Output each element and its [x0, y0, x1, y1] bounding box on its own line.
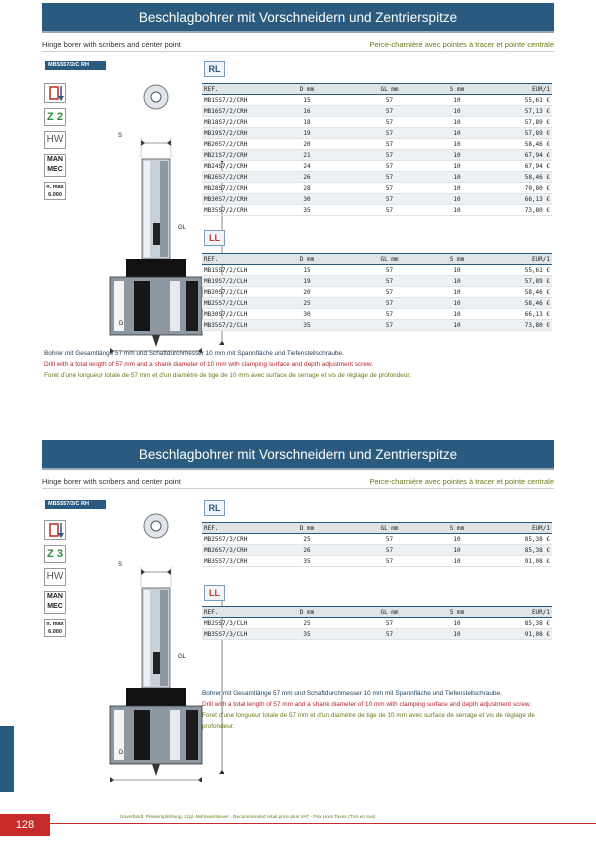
- table-row: [202, 139, 552, 150]
- table-cell: MB35S7/2/CRH: [202, 205, 262, 216]
- table-cell: 10: [427, 320, 487, 331]
- table-cell: 57: [352, 534, 427, 545]
- table-cell: 10: [427, 265, 487, 276]
- man-label: MAN: [47, 156, 63, 163]
- table-cell: 10: [427, 172, 487, 183]
- table-cell: 10: [427, 161, 487, 172]
- col-gl: GL mm: [352, 84, 427, 95]
- left-hand-badge: LL: [204, 585, 225, 601]
- note-en: Drill with a total length of 57 mm and a shank diameter of 10 mm with clamping surface and depth adjustment screw.: [202, 701, 531, 708]
- table-row: [202, 117, 552, 128]
- table-row: [202, 298, 552, 309]
- dim-label-gl: GL: [178, 225, 187, 231]
- table-cell: 57: [352, 545, 427, 556]
- rotation-icon: [44, 83, 66, 103]
- right-hand-badge: RL: [204, 61, 225, 77]
- table-cell: 57: [352, 117, 427, 128]
- table-cell: MB16S7/2/CRH: [202, 106, 262, 117]
- table-cell: 25: [262, 618, 352, 629]
- table-row: [202, 194, 552, 205]
- page-number: 128: [0, 814, 50, 836]
- table-cell: 28: [262, 183, 352, 194]
- table-cell: 19: [262, 276, 352, 287]
- dim-label-gl: GL: [178, 654, 187, 660]
- table-cell: 10: [427, 629, 487, 640]
- sidebar-tab: [0, 726, 14, 792]
- table-cell: 10: [427, 150, 487, 161]
- table-cell: 57: [352, 309, 427, 320]
- table-cell: 21: [262, 150, 352, 161]
- col-d: D mm: [262, 523, 352, 534]
- table-cell: MB30S7/2/CRH: [202, 194, 262, 205]
- description: [44, 348, 554, 381]
- table-cell: 57: [352, 618, 427, 629]
- note-fr: Foret d'une longueur totale de 57 mm et d'un diamètre de tige de 10 mm avec surface de serrage et vis de réglage de profondeur.: [202, 712, 535, 730]
- col-ref: REF.: [202, 84, 262, 95]
- table-row: [202, 276, 552, 287]
- table-cell: 35: [262, 629, 352, 640]
- table-row: [202, 172, 552, 183]
- table-cell: MB21S7/2/CRH: [202, 150, 262, 161]
- table-row: [202, 150, 552, 161]
- table-row: [202, 265, 552, 276]
- table-cell: 67,94 €: [487, 161, 552, 172]
- table-cell: 57: [352, 172, 427, 183]
- table-cell: 57: [352, 128, 427, 139]
- material-hw-icon: HW: [44, 568, 66, 586]
- table-cell: 55,61 €: [487, 95, 552, 106]
- table-row: [202, 183, 552, 194]
- man-label: MAN: [47, 593, 63, 600]
- table-cell: 10: [427, 106, 487, 117]
- right-hand-badge: RL: [204, 500, 225, 516]
- note-de: Bohrer mit Gesamtlänge 57 mm und Schaftdurchmesser 10 mm mit Spannfläche und Tiefenstellschraube.: [202, 690, 502, 697]
- table-cell: 66,13 €: [487, 309, 552, 320]
- product-section-2: [42, 440, 554, 770]
- icon-column: [44, 83, 66, 205]
- description: [202, 688, 552, 732]
- subtitle-fr: Perce-charnière avec pointes à tracer et pointe centrale: [369, 477, 554, 486]
- table-cell: 35: [262, 320, 352, 331]
- price-note: Unverbindl. Preisempfehlung, zzgl. Mehrwertsteuer - Recommended retail price plus VAT - Prix Hors Taxes (TVA en sus): [120, 815, 376, 820]
- table-cell: 35: [262, 556, 352, 567]
- rpm-label: n. max: [46, 184, 64, 190]
- table-cell: 57: [352, 183, 427, 194]
- table-cell: MB20S7/2/CRH: [202, 139, 262, 150]
- table-cell: 70,80 €: [487, 183, 552, 194]
- table-row: [202, 287, 552, 298]
- feed-type-icon: [44, 154, 66, 177]
- table-cell: 25: [262, 534, 352, 545]
- table-cell: MB24S7/2/CRH: [202, 161, 262, 172]
- table-cell: 10: [427, 183, 487, 194]
- table-cell: 35: [262, 205, 352, 216]
- col-gl: GL mm: [352, 254, 427, 265]
- table-cell: 66,13 €: [487, 194, 552, 205]
- spec-table-rh: [202, 83, 552, 216]
- note-en: Drill with a total length of 57 mm and a shank diameter of 10 mm with clamping surface and depth adjustment screw.: [44, 361, 373, 368]
- table-cell: 10: [427, 287, 487, 298]
- table-cell: 57: [352, 161, 427, 172]
- spec-table-rh: [202, 522, 552, 567]
- col-s: S mm: [427, 607, 487, 618]
- table-cell: 57: [352, 106, 427, 117]
- col-s: S mm: [427, 84, 487, 95]
- table-row: [202, 629, 552, 640]
- section-title: Beschlagbohrer mit Vorschneidern und Zentrierspitze: [42, 3, 554, 33]
- table-cell: 57,89 €: [487, 276, 552, 287]
- table-cell: 91,08 €: [487, 556, 552, 567]
- table-cell: 58,46 €: [487, 139, 552, 150]
- table-cell: 57: [352, 276, 427, 287]
- table-cell: 18: [262, 117, 352, 128]
- footer-rule: [50, 823, 596, 824]
- feed-type-icon: [44, 591, 66, 614]
- rpm-value: 6.000: [48, 192, 62, 198]
- col-price: EUR/1: [487, 254, 552, 265]
- subtitle-en: Hinge borer with scribers and center point: [42, 477, 181, 486]
- table-cell: 10: [427, 139, 487, 150]
- table-cell: 10: [427, 276, 487, 287]
- table-cell: 10: [427, 194, 487, 205]
- table-cell: 85,38 €: [487, 618, 552, 629]
- col-s: S mm: [427, 523, 487, 534]
- subtitle-row: [42, 475, 554, 489]
- table-cell: MB25S7/2/CLH: [202, 298, 262, 309]
- subtitle-en: Hinge borer with scribers and center point: [42, 40, 181, 49]
- col-d: D mm: [262, 607, 352, 618]
- table-cell: 85,38 €: [487, 545, 552, 556]
- table-cell: 10: [427, 205, 487, 216]
- col-ref: REF.: [202, 607, 262, 618]
- spec-table-lh: [202, 606, 552, 640]
- col-gl: GL mm: [352, 523, 427, 534]
- table-cell: 16: [262, 106, 352, 117]
- section-title: Beschlagbohrer mit Vorschneidern und Zentrierspitze: [42, 440, 554, 470]
- table-row: [202, 95, 552, 106]
- table-cell: MB30S7/2/CLH: [202, 309, 262, 320]
- table-cell: MB19S7/2/CRH: [202, 128, 262, 139]
- spec-table-lh: [202, 253, 552, 331]
- table-cell: 10: [427, 534, 487, 545]
- max-rpm-icon: [44, 182, 66, 200]
- table-row: [202, 618, 552, 629]
- table-cell: 57: [352, 139, 427, 150]
- table-cell: 73,80 €: [487, 205, 552, 216]
- dim-label-d: D: [119, 750, 124, 756]
- col-price: EUR/1: [487, 523, 552, 534]
- max-rpm-icon: [44, 619, 66, 637]
- col-price: EUR/1: [487, 84, 552, 95]
- note-fr: Foret d'une longueur totale de 57 mm et d'un diamètre de tige de 10 mm avec surface de serrage et vis de réglage de profondeur.: [44, 372, 411, 379]
- table-cell: 20: [262, 287, 352, 298]
- material-hw-icon: HW: [44, 131, 66, 149]
- icon-column: [44, 520, 66, 642]
- table-cell: 91,08 €: [487, 629, 552, 640]
- table-cell: 20: [262, 139, 352, 150]
- table-row: [202, 161, 552, 172]
- table-cell: MB20S7/2/CLH: [202, 287, 262, 298]
- table-row: [202, 556, 552, 567]
- table-row: [202, 309, 552, 320]
- table-cell: 58,46 €: [487, 287, 552, 298]
- table-cell: MB19S7/2/CLH: [202, 276, 262, 287]
- table-cell: 10: [427, 309, 487, 320]
- rpm-value: 6.000: [48, 629, 62, 635]
- subtitle-fr: Perce-charnière avec pointes à tracer et pointe centrale: [369, 40, 554, 49]
- table-cell: MB28S7/2/CRH: [202, 183, 262, 194]
- teeth-count-icon: Z 2: [44, 108, 66, 126]
- table-cell: 30: [262, 309, 352, 320]
- table-cell: MB25S7/3/CRH: [202, 534, 262, 545]
- table-cell: 10: [427, 545, 487, 556]
- table-cell: 57: [352, 320, 427, 331]
- col-d: D mm: [262, 84, 352, 95]
- table-cell: 57: [352, 205, 427, 216]
- table-cell: 57,89 €: [487, 117, 552, 128]
- dim-label-s: S: [118, 562, 123, 568]
- table-cell: MB26S7/3/CRH: [202, 545, 262, 556]
- table-cell: MB25S7/3/CLH: [202, 618, 262, 629]
- table-cell: MB35S7/3/CRH: [202, 556, 262, 567]
- dim-label-s: S: [118, 133, 123, 139]
- table-cell: 58,46 €: [487, 298, 552, 309]
- table-cell: 10: [427, 298, 487, 309]
- product-section-1: [42, 3, 554, 393]
- table-cell: 26: [262, 172, 352, 183]
- table-cell: 10: [427, 556, 487, 567]
- table-cell: 10: [427, 128, 487, 139]
- col-price: EUR/1: [487, 607, 552, 618]
- table-cell: MB35S7/2/CLH: [202, 320, 262, 331]
- table-cell: MB18S7/2/CRH: [202, 117, 262, 128]
- table-cell: 57,89 €: [487, 128, 552, 139]
- table-cell: MB15S7/2/CRH: [202, 95, 262, 106]
- table-cell: MB15S7/2/CLH: [202, 265, 262, 276]
- table-row: [202, 545, 552, 556]
- table-cell: 26: [262, 545, 352, 556]
- dim-label-d: D: [119, 321, 124, 327]
- table-row: [202, 534, 552, 545]
- table-cell: 15: [262, 95, 352, 106]
- table-cell: 67,94 €: [487, 150, 552, 161]
- left-hand-badge: LL: [204, 230, 225, 246]
- table-cell: 57: [352, 150, 427, 161]
- table-cell: 58,46 €: [487, 172, 552, 183]
- table-row: [202, 320, 552, 331]
- table-cell: 57: [352, 265, 427, 276]
- table-cell: 24: [262, 161, 352, 172]
- table-cell: 30: [262, 194, 352, 205]
- table-cell: 57: [352, 629, 427, 640]
- table-cell: 10: [427, 95, 487, 106]
- table-cell: 10: [427, 618, 487, 629]
- rotation-icon: [44, 520, 66, 540]
- table-cell: 10: [427, 117, 487, 128]
- table-cell: 57: [352, 298, 427, 309]
- table-cell: MB26S7/2/CRH: [202, 172, 262, 183]
- table-cell: 15: [262, 265, 352, 276]
- table-cell: 57: [352, 556, 427, 567]
- product-code: MBS557/3/C RH: [45, 500, 106, 509]
- teeth-count-icon: Z 3: [44, 545, 66, 563]
- col-d: D mm: [262, 254, 352, 265]
- table-cell: 25: [262, 298, 352, 309]
- table-cell: 57,13 €: [487, 106, 552, 117]
- table-row: [202, 128, 552, 139]
- col-gl: GL mm: [352, 607, 427, 618]
- mec-label: MEC: [47, 603, 63, 610]
- table-row: [202, 205, 552, 216]
- table-cell: 57: [352, 95, 427, 106]
- table-cell: 55,61 €: [487, 265, 552, 276]
- table-cell: 57: [352, 287, 427, 298]
- table-cell: 85,38 €: [487, 534, 552, 545]
- col-ref: REF.: [202, 523, 262, 534]
- rpm-label: n. max: [46, 621, 64, 627]
- table-cell: 73,80 €: [487, 320, 552, 331]
- subtitle-row: [42, 38, 554, 52]
- note-de: Bohrer mit Gesamtlänge 57 mm und Schaftdurchmesser 10 mm mit Spannfläche und Tiefenstellschraube.: [44, 350, 344, 357]
- table-cell: 57: [352, 194, 427, 205]
- table-cell: 19: [262, 128, 352, 139]
- col-ref: REF.: [202, 254, 262, 265]
- mec-label: MEC: [47, 166, 63, 173]
- product-code: MBS557/2/C RH: [45, 61, 106, 70]
- table-cell: MB35S7/3/CLH: [202, 629, 262, 640]
- col-s: S mm: [427, 254, 487, 265]
- table-row: [202, 106, 552, 117]
